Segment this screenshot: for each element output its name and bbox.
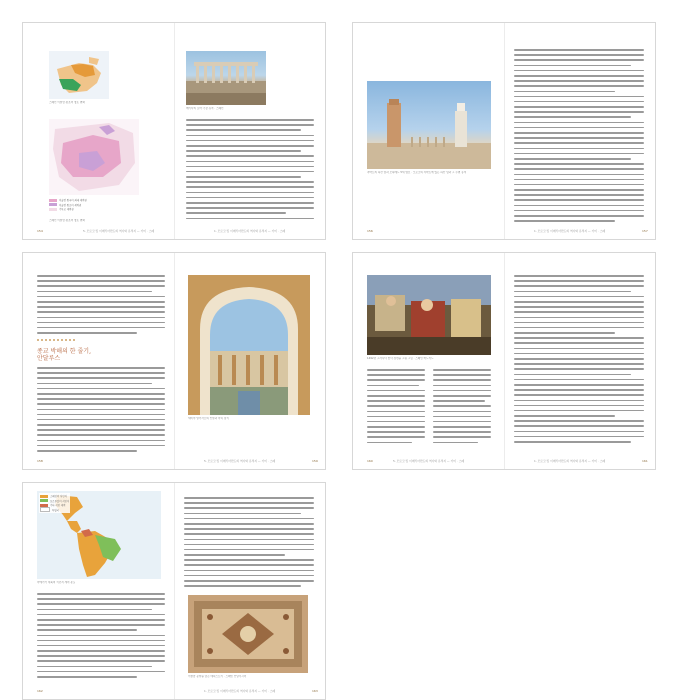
page-left (23, 253, 174, 469)
spread-5 (22, 482, 326, 700)
spread-3 (22, 252, 326, 470)
legend-row: 포르투갈의 식민지 (40, 499, 69, 504)
running-footer: 1. 모로코 및 이베리아반도의 역사와 유적지 — 카미 · 스페 (534, 229, 606, 233)
body-text (514, 275, 644, 446)
roman-theatre-photo (186, 51, 266, 105)
heading-line-2: 안달루스 (37, 355, 61, 362)
page-left (23, 483, 174, 699)
page-right (174, 253, 325, 469)
page-right (504, 253, 655, 469)
page-number: 154 (37, 229, 43, 233)
running-footer: 1. 모로코 및 이베리아반도의 역사와 유적지 — 카미 · 스페 (534, 459, 606, 463)
body-text (367, 369, 425, 447)
body-text (37, 367, 165, 455)
page-right (174, 483, 325, 699)
photo-caption: 메리다의 로마 극장 유적 · 스페인 (186, 107, 224, 110)
iberia-map-bottom (49, 119, 139, 195)
spread-1 (22, 22, 326, 240)
page-right (174, 23, 325, 239)
page-number: 156 (367, 229, 373, 233)
page-right (504, 23, 655, 239)
spread-4 (352, 252, 656, 470)
page-number: 162 (37, 689, 43, 693)
hassan-tower-photo (367, 81, 491, 169)
page-left (353, 253, 504, 469)
heading-line-1: 종교 박해의 한 줄기, (37, 348, 91, 355)
granada-painting (367, 275, 491, 355)
painting-caption: 1492년 그라나다 함락 장면을 그린 그림 · 스페인 마드리드 (367, 357, 434, 360)
body-text (514, 49, 644, 225)
map1-caption: 스페인 이슬람 왕조의 영토 변화 (49, 101, 85, 104)
legend-row: 이슬람 왕국의 최대 세력권 (49, 198, 87, 203)
page-number: 157 (642, 229, 648, 233)
running-footer: 1. 모로코 및 이베리아반도의 역사와 유적지 — 카미 · 스페 (214, 229, 286, 233)
legend-row: 독립국 (40, 508, 69, 513)
page-left (353, 23, 504, 239)
page-number: 161 (642, 459, 648, 463)
running-footer: 5. 모로코 및 이베리아반도의 역사와 유적지 — 카미 · 스페 (204, 459, 276, 463)
map-legend (49, 198, 87, 212)
page-number: 160 (367, 459, 373, 463)
tapestry-photo (188, 595, 308, 673)
spread-2 (352, 22, 656, 240)
body-text (37, 593, 165, 681)
page-number: 163 (312, 689, 318, 693)
map2-caption: 스페인 이슬람 왕조의 영토 변화 (49, 219, 85, 222)
legend-row: 스페인의 식민지 (40, 494, 69, 499)
photo-caption: 라바트의 하산 탑과 모하메드 5세 영묘 · 모로코의 라바트에 있는 하산 탑과 그 주변 유적 (367, 171, 467, 174)
iberia-map-top (49, 51, 109, 99)
section-divider (37, 339, 77, 341)
tapestry-caption: 이슬람 문양을 담은 태피스트리 · 스페인 안달루시아 (188, 675, 247, 678)
map-legend (39, 493, 70, 513)
body-text (184, 497, 314, 590)
alcazar-arch-photo (188, 275, 310, 415)
page-number: 158 (37, 459, 43, 463)
running-footer: 1. 모로코 및 이베리아반도의 역사와 유적지 — 카미 · 스페 (204, 689, 276, 693)
map-caption: 아메리카 대륙의 식민지 세력 분포 (37, 581, 76, 584)
body-text (433, 369, 491, 447)
page-left (23, 23, 174, 239)
body-text (37, 275, 165, 337)
body-text (186, 119, 314, 223)
photo-caption: 세비야 알카사르의 안뜰과 아치 장식 (188, 417, 229, 420)
legend-row: 기타 식민 세력 (40, 503, 69, 508)
legend-row: 기독교 세력권 (49, 207, 87, 212)
legend-row: 이슬람 왕조의 세력권 (49, 203, 87, 208)
running-footer: 5. 모로코 및 이베리아반도의 역사와 유적지 — 카미 · 스페 (393, 459, 465, 463)
page-number: 159 (312, 459, 318, 463)
running-footer: 5. 모로코 및 이베리아반도의 역사와 유적지 — 카미 · 스페 (83, 229, 155, 233)
section-heading (37, 348, 91, 362)
